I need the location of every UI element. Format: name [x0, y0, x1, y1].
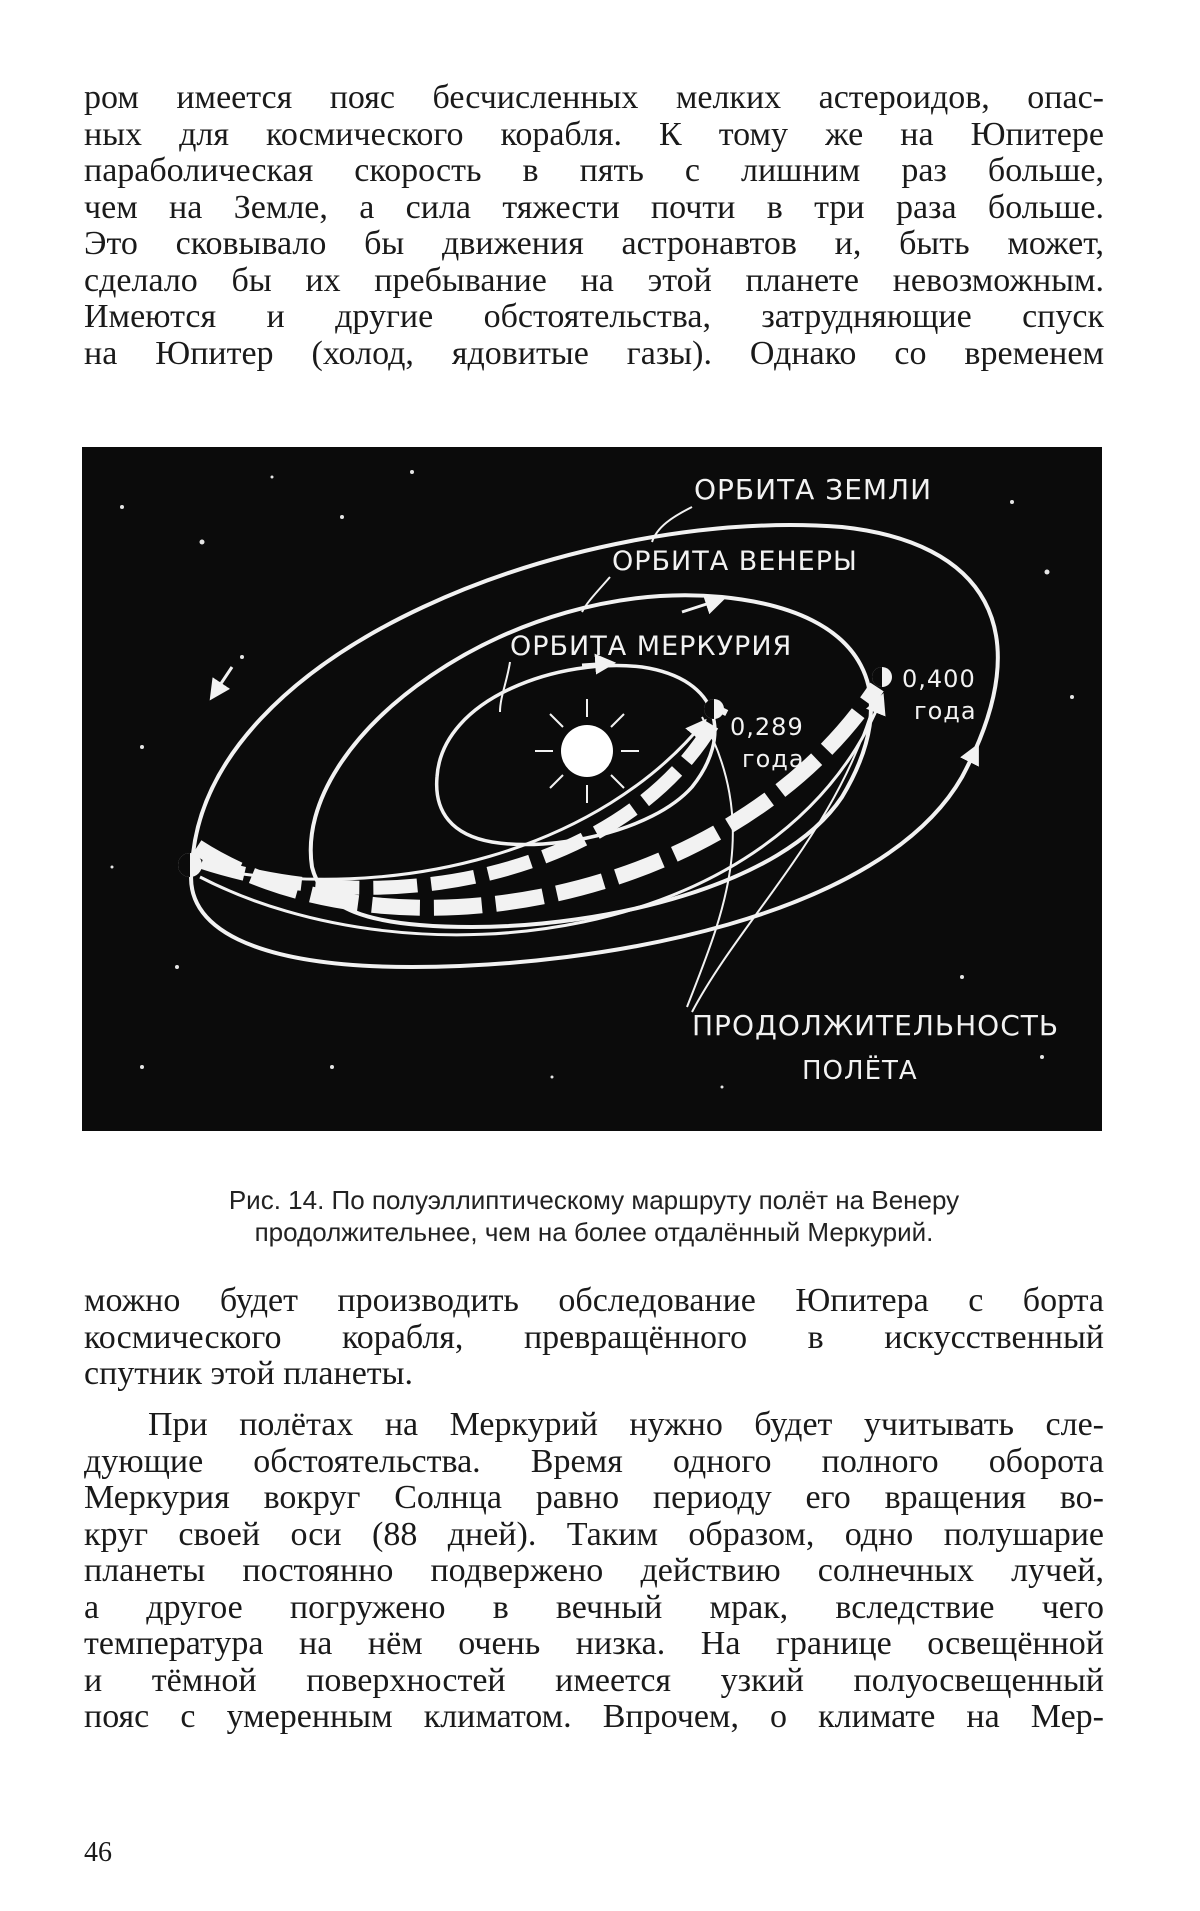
orbit-diagram [82, 447, 1102, 1131]
text-line: Это сковывало бы движения астронавтов и, быть может, [84, 225, 1104, 262]
text-line: на Юпитер (холод, ядовитые газы). Однако со временем [84, 334, 1104, 372]
page-number: 46 [84, 1837, 112, 1868]
text-line: можно будет производить обследование Юпитера с борта [84, 1282, 1104, 1319]
text-line: ных для космического корабля. К тому же на Юпитере [84, 115, 1104, 153]
mercury-time-unit: года [742, 745, 805, 773]
text-line: Имеются и другие обстоятельства, затрудняющие спуск [84, 298, 1104, 335]
text-line: параболическая скорость в пять с лишним раз больше, [84, 152, 1104, 189]
paragraph-2 [84, 1283, 1104, 1393]
text-line: круг своей оси (88 дней). Таким образом, одно полушарие [84, 1515, 1104, 1553]
text-line: При полётах на Меркурий нужно будет учитывать сле- [148, 1406, 1104, 1443]
text-line: пояс с умеренным климатом. Впрочем, о климате на Мер- [84, 1698, 1104, 1735]
paragraph-3 [84, 1407, 1104, 1736]
venus-time-value: 0,400 [902, 665, 976, 693]
text-line: сделало бы их пребывание на этой планете невозможным. [84, 261, 1104, 299]
mercury-time-value: 0,289 [730, 713, 804, 741]
venus-time-unit: года [914, 697, 977, 725]
earth-orbit-label: ОРБИТА ЗЕМЛИ [694, 473, 933, 506]
text-line: дующие обстоятельства. Время одного полного оборота [84, 1442, 1104, 1480]
paragraph-1 [84, 80, 1104, 372]
text-line: спутник этой планеты. [84, 1355, 413, 1392]
venus-icon [872, 667, 892, 687]
duration-label-line2: ПОЛЁТА [802, 1056, 918, 1086]
mercury-icon [704, 699, 724, 719]
text-line: Меркурия вокруг Солнца равно периоду его вращения во- [84, 1479, 1104, 1516]
earth-icon [178, 853, 202, 877]
text-line: и тёмной поверхностей имеется узкий полуосвещенный [84, 1661, 1104, 1699]
caption-line: продолжительнее, чем на более отдалённый Меркурий. [254, 1217, 934, 1247]
figure-caption [84, 1184, 1104, 1248]
text-line: температура на нём очень низка. На границе освещённой [84, 1625, 1104, 1662]
star-field [111, 470, 1075, 1089]
venus-orbit-label: ОРБИТА ВЕНЕРЫ [612, 546, 858, 577]
text-line: ром имеется пояс бесчисленных мелких астероидов, опас- [84, 79, 1104, 116]
mercury-orbit-label: ОРБИТА МЕРКУРИЯ [510, 631, 793, 662]
text-line: а другое погружено в вечный мрак, вследствие чего [84, 1588, 1104, 1626]
duration-label-line1: ПРОДОЛЖИТЕЛЬНОСТЬ [692, 1009, 1060, 1042]
text-line: космического корабля, превращённого в искусственный [84, 1318, 1104, 1356]
caption-line: Рис. 14. По полуэллиптическому маршруту полёт на Венеру [228, 1185, 960, 1215]
text-line: планеты постоянно подвержено действию солнечных лучей, [84, 1552, 1104, 1589]
sun-icon [535, 699, 639, 803]
text-line: чем на Земле, а сила тяжести почти в три раза больше. [84, 188, 1104, 226]
orbit-figure [82, 447, 1102, 1131]
